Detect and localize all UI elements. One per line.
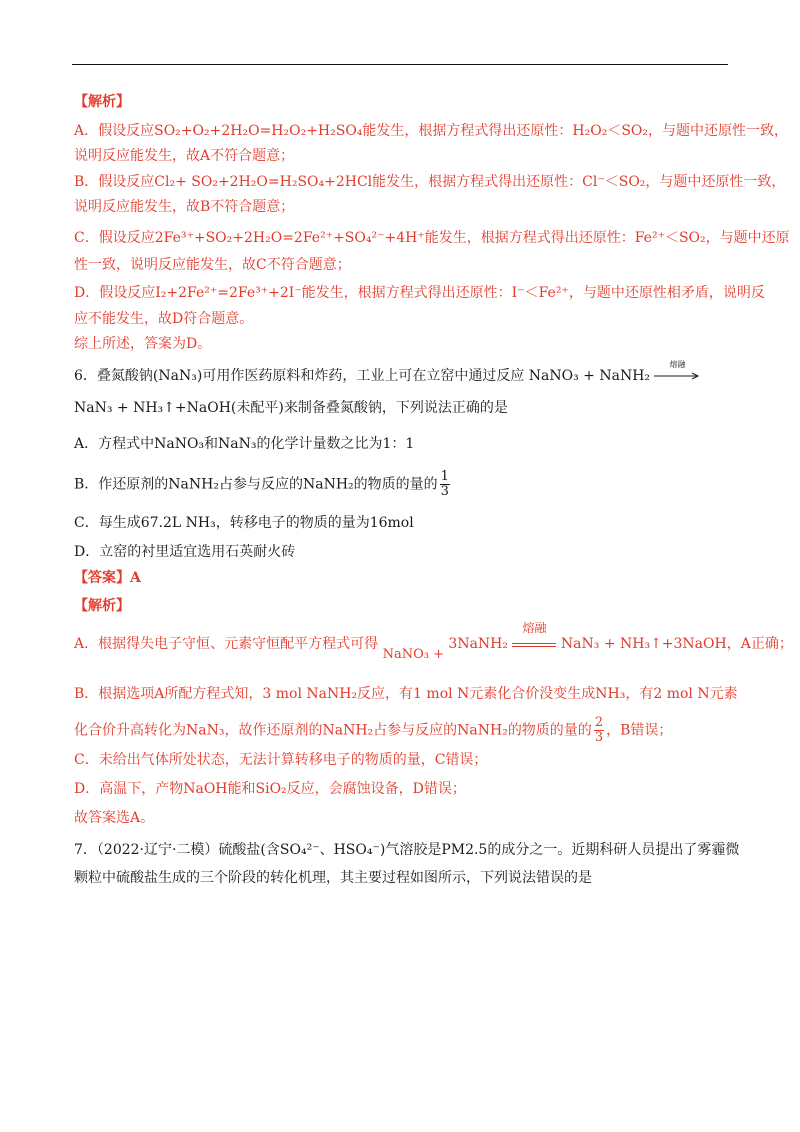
q6-analysis-b-text3: 的物质的量的 xyxy=(507,722,592,739)
q6-balanced-left2: 3NaNH₂ xyxy=(448,636,508,652)
q6-conclusion: 故答案选A。 xyxy=(74,810,155,826)
q6-analysis-a xyxy=(74,621,793,668)
q6-option-b xyxy=(74,470,734,499)
fraction-two-thirds xyxy=(594,716,604,745)
analysis-summary: 综上所述，答案为D。 xyxy=(74,336,212,352)
q6-formula-paren-close: ) xyxy=(196,368,203,384)
q6-analysis-b-nanh2-1: NaNH₂ xyxy=(322,722,374,739)
q6-analysis-a-text: A．根据得失电子守恒、元素守恒配平方程式可得 xyxy=(74,636,379,652)
q6-option-b-nanh2-2: NaNH₂ xyxy=(302,476,354,493)
q6-answer: 【答案】A xyxy=(74,570,141,586)
fraction-one-third xyxy=(440,470,450,499)
fraction-denominator: 3 xyxy=(594,730,604,745)
analysis-heading: 【解析】 xyxy=(74,94,130,110)
analysis-option-d-cont: 应不能发生，故D符合题意。 xyxy=(74,311,254,327)
q6-analysis-b-text2: 占参与反应的 xyxy=(373,722,458,739)
q6-formula-paren-open: ( xyxy=(152,368,159,384)
fraction-denominator: 3 xyxy=(440,484,449,499)
fraction-numerator: 1 xyxy=(440,469,449,484)
q6-stem-line2 xyxy=(74,398,734,418)
q6-option-c: C．每生成67.2L NH₃，转移电子的物质的量为16mol xyxy=(74,515,414,531)
analysis-option-b-cont: 说明反应能发生，故B不符合题意； xyxy=(74,199,295,215)
header-rule xyxy=(72,64,728,65)
q6-arrow-label: 熔融 xyxy=(669,360,686,369)
analysis-option-c: C．假设反应2Fe³⁺+SO₂+2H₂O=2Fe²⁺+SO₄²⁻+4H⁺能发生，根据方程式得出还原性：Fe²⁺＜SO₂，与题中还原 xyxy=(74,230,790,246)
q6-analysis-b-line1: B．根据选项A所配方程式知，3 mol NaNH₂反应，有1 mol N元素化合价没变生成NH₃，有2 mol N元素 xyxy=(74,686,738,702)
q6-balanced-label: 熔融 xyxy=(522,621,547,635)
double-line-icon xyxy=(512,642,556,648)
q6-analysis-b-end: ，B错误； xyxy=(606,722,673,739)
q6-analysis-heading: 【解析】 xyxy=(74,598,130,614)
q6-balanced-left1: NaNO₃ + xyxy=(382,647,444,662)
q6-option-d: D．立窑的衬里适宜选用石英耐火砖 xyxy=(74,544,296,560)
q6-products: NaN₃ + NH₃↑+NaOH xyxy=(74,400,231,416)
q6-analysis-b-nanh2-2: NaNH₂ xyxy=(457,722,508,739)
q6-stem-prefix: 6．叠氮酸钠 xyxy=(74,368,153,384)
q6-formula-nan3: NaN₃ xyxy=(158,368,197,384)
q6-analysis-d: D．高温下，产物NaOH能和SiO₂反应，会腐蚀设备，D错误； xyxy=(74,781,466,797)
q6-analysis-c: C．未给出气体所处状态，无法计算转移电子的物质的量，C错误； xyxy=(74,752,488,768)
q6-balanced-right: NaN₃ + NH₃↑+3NaOH xyxy=(560,636,727,652)
q6-option-b-text3: 的物质的量的 xyxy=(353,476,438,493)
analysis-option-d: D．假设反应I₂+2Fe²⁺=2Fe³⁺+2I⁻能发生，根据方程式得出还原性：I⁻＜Fe²⁺，与题中还原性相矛盾，说明反 xyxy=(74,285,765,301)
q6-analysis-a-end: ，A正确； xyxy=(726,636,793,652)
q7-stem-line1: 7．（2022·辽宁·二模）硫酸盐(含SO₄²⁻、HSO₄⁻)气溶胶是PM2.5的成分之一。近期科研人员提出了雾霾微 xyxy=(74,842,740,858)
q6-analysis-b-text1: 化合价升高转化为NaN₃，故作还原剂的 xyxy=(74,722,323,739)
q6-option-b-text1: B．作还原剂的 xyxy=(74,476,169,493)
analysis-option-c-cont: 性一致，说明反应能发生，故C不符合题意； xyxy=(74,257,351,273)
q6-option-b-nanh2-1: NaNH₂ xyxy=(168,476,219,493)
analysis-option-a: A．假设反应SO₂+O₂+2H₂O=H₂O₂+H₂SO₄能发生，根据方程式得出还原性：H₂O₂＜SO₂，与题中还原性一致， xyxy=(74,123,789,139)
q6-stem-line1 xyxy=(74,360,734,386)
q6-option-a: A．方程式中NaNO₃和NaN₃的化学计量数之比为1：1 xyxy=(74,436,415,452)
fraction-numerator: 2 xyxy=(594,715,604,730)
q6-stem-mid: 可用作医药原料和炸药，工业上可在立窑中通过反应 xyxy=(202,368,525,384)
q6-reactants: NaNO₃ + NaNH₂ xyxy=(528,368,651,384)
analysis-option-b: B．假设反应Cl₂+ SO₂+2H₂O=H₂SO₄+2HCl能发生，根据方程式得出还原性：Cl⁻＜SO₂，与题中还原性一致， xyxy=(74,174,786,190)
q6-balanced-equals xyxy=(512,621,556,654)
q6-stem-end: (未配平)来制备叠氮酸钠，下列说法正确的是 xyxy=(230,400,508,416)
analysis-option-a-cont: 说明反应能发生，故A不符合题意； xyxy=(74,148,295,164)
q6-reaction-arrow xyxy=(654,360,700,386)
q6-analysis-b-line2 xyxy=(74,716,734,745)
q6-option-b-text2: 占参与反应的 xyxy=(218,476,303,493)
q7-stem-line2: 颗粒中硫酸盐生成的三个阶段的转化机理，其主要过程如图所示，下列说法错误的是 xyxy=(74,870,592,886)
